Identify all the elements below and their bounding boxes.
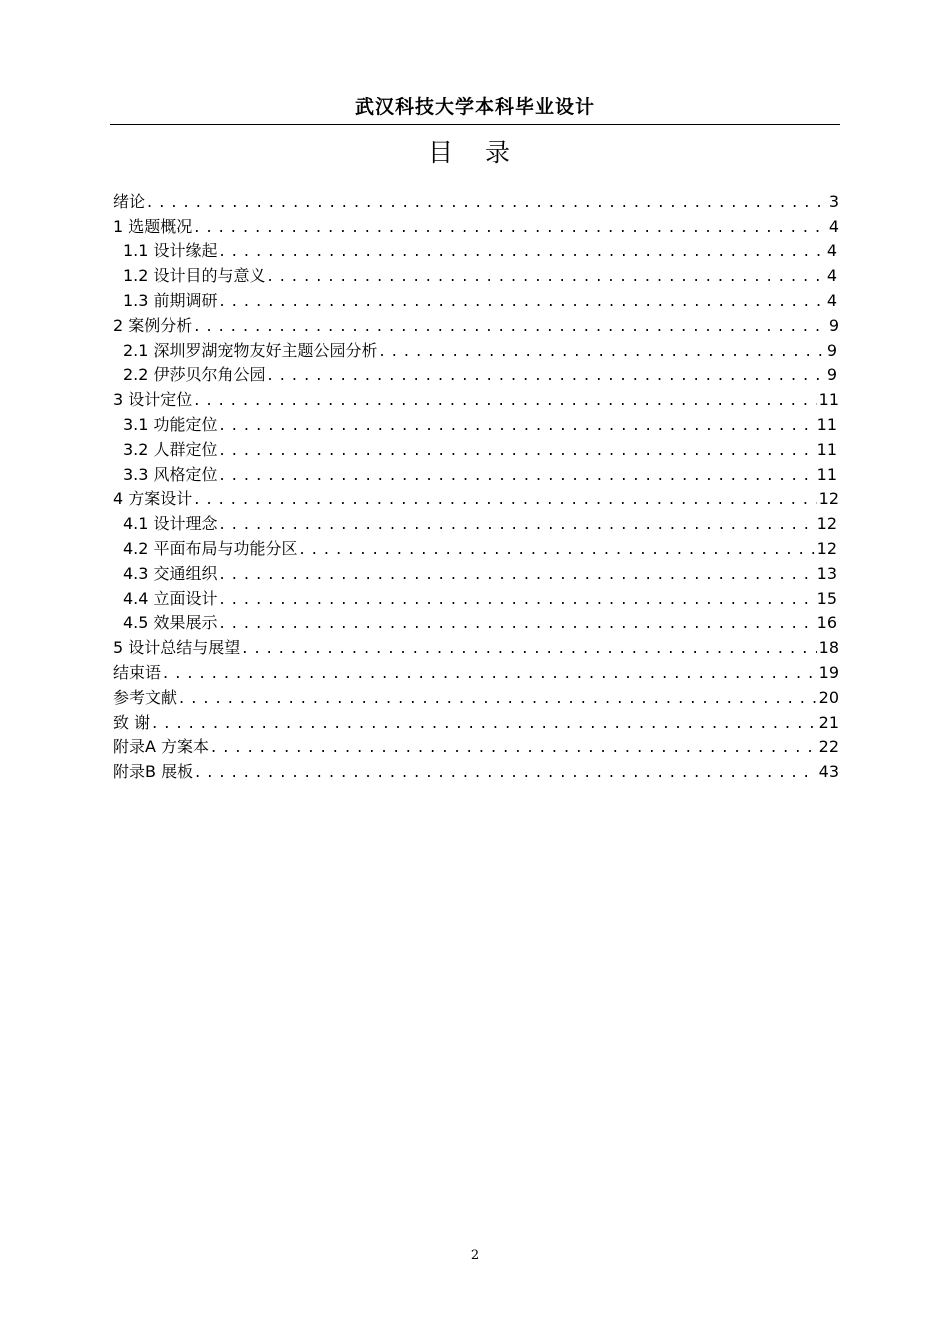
toc-entry[interactable] (113, 534, 839, 559)
toc-leader-dots (220, 589, 815, 609)
toc-entry-page: 11 (818, 390, 839, 410)
toc-entry[interactable] (113, 385, 839, 410)
toc-entry-title: 绪论 (113, 191, 146, 211)
toc-leader-dots (220, 415, 815, 435)
toc-leader-dots (220, 241, 825, 261)
toc-entry-page: 15 (816, 588, 837, 608)
header-rule (110, 124, 840, 125)
toc-entry-title: 1.1 设计缘起 (123, 241, 218, 261)
toc-entry[interactable] (113, 683, 839, 708)
toc-entry-title: 2 案例分析 (113, 315, 193, 335)
toc-entry-title: 4 方案设计 (113, 489, 193, 509)
toc-entry-page: 12 (816, 514, 837, 534)
toc-entry-page: 3 (828, 191, 839, 211)
toc-entry[interactable] (113, 286, 839, 311)
toc-entry-title: 4.4 立面设计 (123, 588, 218, 608)
toc-leader-dots (242, 638, 816, 658)
page-number: 2 (470, 1248, 480, 1263)
toc-entry-title: 4.2 平面布局与功能分区 (123, 538, 298, 558)
toc-entry-title: 4.3 交通组织 (123, 563, 218, 583)
toc-entry-title: 结束语 (113, 662, 162, 682)
toc-entry-title: 附录A 方案本 (113, 737, 210, 757)
toc-entry[interactable] (113, 633, 839, 658)
toc-entry[interactable] (113, 187, 839, 212)
toc-entry-page: 4 (826, 290, 837, 310)
toc-entry-page: 9 (826, 365, 837, 385)
toc-entry[interactable] (113, 435, 839, 460)
toc-leader-dots (268, 266, 825, 286)
toc-entry[interactable] (113, 559, 839, 584)
toc-leader-dots (194, 217, 827, 237)
toc-entry-page: 12 (818, 489, 839, 509)
toc-leader-dots (147, 192, 827, 212)
toc-entry-page: 13 (816, 563, 837, 583)
toc-entry-title: 1.3 前期调研 (123, 290, 218, 310)
toc-entry-title: 3.2 人群定位 (123, 439, 218, 459)
toc-leader-dots (300, 539, 815, 559)
toc-entry-title: 1.2 设计目的与意义 (123, 266, 266, 286)
toc-entry[interactable] (113, 361, 839, 386)
toc-leader-dots (220, 514, 815, 534)
toc-entry[interactable] (113, 237, 839, 262)
toc-entry-title: 3 设计定位 (113, 390, 193, 410)
toc-entry-page: 22 (818, 737, 839, 757)
toc-entry[interactable] (113, 311, 839, 336)
toc-entry-page: 11 (816, 439, 837, 459)
toc-entry-page: 19 (818, 662, 839, 682)
toc-entry-page: 20 (818, 687, 839, 707)
toc-entry-title: 4.1 设计理念 (123, 514, 218, 534)
toc-entry-page: 12 (816, 538, 837, 558)
toc-leader-dots (179, 688, 817, 708)
toc-entry-title: 4.5 效果展示 (123, 613, 218, 633)
toc-entry[interactable] (113, 733, 839, 758)
running-header: 武汉科技大学本科毕业设计 (354, 96, 595, 118)
toc-entry[interactable] (113, 336, 839, 361)
toc-entry-page: 11 (816, 464, 837, 484)
toc-leader-dots (220, 440, 815, 460)
toc-leader-dots (220, 465, 815, 485)
toc-leader-dots (194, 489, 816, 509)
toc-entry-page: 43 (818, 762, 839, 782)
toc-entry-title: 3.1 功能定位 (123, 414, 218, 434)
table-of-contents (113, 187, 839, 782)
toc-leader-dots (194, 390, 816, 410)
toc-entry-page: 9 (826, 340, 837, 360)
toc-leader-dots (380, 341, 825, 361)
toc-leader-dots (194, 316, 827, 336)
toc-entry-page: 11 (816, 414, 837, 434)
toc-entry[interactable] (113, 509, 839, 534)
toc-entry[interactable] (113, 261, 839, 286)
toc-entry-title: 致 谢 (113, 712, 151, 732)
toc-entry-title: 参考文献 (113, 687, 178, 707)
toc-leader-dots (220, 291, 825, 311)
toc-entry-page: 21 (818, 712, 839, 732)
toc-leader-dots (211, 737, 817, 757)
toc-entry-page: 9 (828, 315, 839, 335)
toc-entry-page: 4 (828, 216, 839, 236)
toc-entry-page: 18 (818, 638, 839, 658)
toc-entry[interactable] (113, 584, 839, 609)
toc-entry-page: 4 (826, 266, 837, 286)
toc-entry[interactable] (113, 460, 839, 485)
toc-entry-title: 2.1 深圳罗湖宠物友好主题公园分析 (123, 340, 378, 360)
toc-leader-dots (152, 713, 817, 733)
toc-leader-dots (195, 762, 817, 782)
toc-leader-dots (220, 564, 815, 584)
toc-entry[interactable] (113, 212, 839, 237)
toc-entry[interactable] (113, 609, 839, 634)
toc-entry[interactable] (113, 658, 839, 683)
toc-entry-title: 1 选题概况 (113, 216, 193, 236)
toc-leader-dots (163, 663, 817, 683)
toc-entry-page: 4 (826, 241, 837, 261)
toc-entry[interactable] (113, 485, 839, 510)
toc-entry-page: 16 (816, 613, 837, 633)
toc-entry[interactable] (113, 410, 839, 435)
toc-leader-dots (268, 365, 825, 385)
toc-leader-dots (220, 613, 815, 633)
toc-entry-title: 附录B 展板 (113, 762, 194, 782)
toc-entry-title: 3.3 风格定位 (123, 464, 218, 484)
toc-entry[interactable] (113, 708, 839, 733)
toc-entry-title: 5 设计总结与展望 (113, 638, 241, 658)
toc-entry[interactable] (113, 757, 839, 782)
toc-entry-title: 2.2 伊莎贝尔角公园 (123, 365, 266, 385)
toc-title: 目 录 (428, 138, 522, 167)
